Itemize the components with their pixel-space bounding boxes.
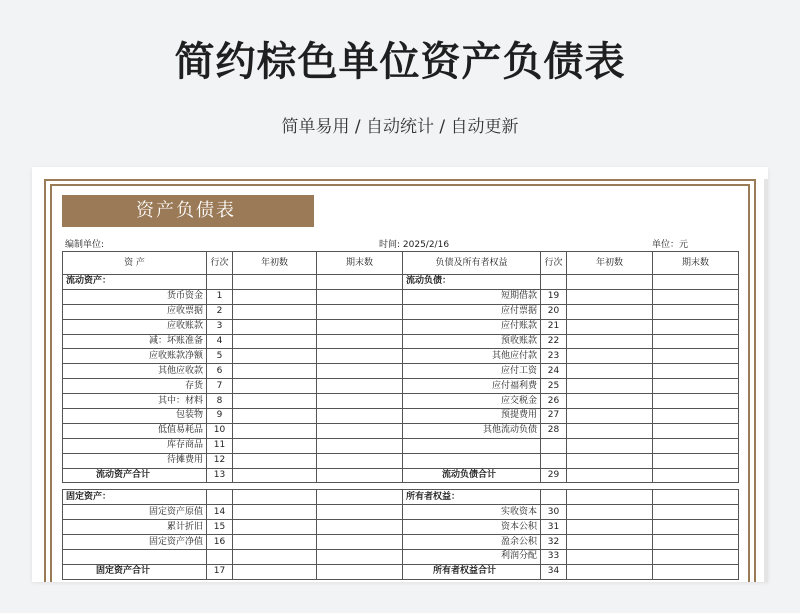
asset-item-cell[interactable]: 低值易耗品 (63, 423, 207, 438)
compiling-unit-label: 编制单位: (65, 240, 105, 250)
table-row (63, 468, 739, 483)
header-end-amount: 期末数 (317, 252, 403, 275)
liability-begin-amount-cell[interactable] (567, 289, 653, 304)
table-row (63, 520, 739, 535)
asset-end-amount-cell[interactable] (317, 505, 403, 520)
asset-line-no-cell[interactable]: 8 (207, 394, 233, 409)
asset-item-cell[interactable]: 存货 (63, 379, 207, 394)
asset-item-cell[interactable]: 累计折旧 (63, 520, 207, 535)
asset-begin-amount-cell[interactable] (233, 520, 317, 535)
asset-item-cell[interactable]: 待摊费用 (63, 453, 207, 468)
liability-begin-amount-cell[interactable] (567, 379, 653, 394)
liability-begin-amount-cell[interactable] (567, 505, 653, 520)
table-row (63, 349, 739, 364)
asset-begin-amount-cell[interactable] (233, 379, 317, 394)
liability-end-amount-cell[interactable] (653, 394, 739, 409)
asset-line-no-cell[interactable]: 3 (207, 319, 233, 334)
page-title: 简约棕色单位资产负债表 (174, 39, 626, 85)
gap-cell (233, 483, 317, 490)
header-line-no: 行次 (207, 252, 233, 275)
asset-item-cell[interactable]: 固定资产： (63, 490, 207, 505)
asset-item-cell[interactable]: 包装物 (63, 409, 207, 424)
asset-begin-amount-cell[interactable] (233, 409, 317, 424)
liability-begin-amount-cell[interactable] (567, 304, 653, 319)
table-row (63, 490, 739, 505)
asset-line-no-cell[interactable]: 14 (207, 505, 233, 520)
asset-end-amount-cell[interactable] (317, 394, 403, 409)
liability-begin-amount-cell[interactable] (567, 334, 653, 349)
liability-item-cell[interactable]: 实收资本 (403, 505, 541, 520)
asset-item-cell[interactable]: 其中：材料 (63, 394, 207, 409)
liability-begin-amount-cell[interactable] (567, 490, 653, 505)
asset-line-no-cell[interactable] (207, 490, 233, 505)
liability-end-amount-cell[interactable] (653, 334, 739, 349)
liability-line-no-cell[interactable]: 29 (541, 468, 567, 483)
liability-line-no-cell[interactable]: 21 (541, 319, 567, 334)
asset-item-cell[interactable]: 货币资金 (63, 289, 207, 304)
liability-end-amount-cell[interactable] (653, 349, 739, 364)
asset-line-no-cell[interactable]: 9 (207, 409, 233, 424)
liability-end-amount-cell[interactable] (653, 438, 739, 453)
header-begin-amount: 年初数 (233, 252, 317, 275)
asset-line-no-cell[interactable]: 4 (207, 334, 233, 349)
asset-line-no-cell[interactable] (207, 275, 233, 290)
currency-unit-label: 单位：元 (652, 240, 689, 250)
asset-end-amount-cell[interactable] (317, 520, 403, 535)
asset-end-amount-cell[interactable] (317, 564, 403, 579)
asset-item-cell[interactable]: 库存商品 (63, 438, 207, 453)
asset-end-amount-cell[interactable] (317, 289, 403, 304)
liability-end-amount-cell[interactable] (653, 520, 739, 535)
scrollbar[interactable] (764, 179, 768, 582)
asset-begin-amount-cell[interactable] (233, 468, 317, 483)
liability-line-no-cell[interactable]: 28 (541, 423, 567, 438)
asset-end-amount-cell[interactable] (317, 550, 403, 565)
liability-end-amount-cell[interactable] (653, 468, 739, 483)
liability-item-cell[interactable]: 所有者权益： (403, 490, 541, 505)
spreadsheet-preview (32, 167, 768, 582)
liability-begin-amount-cell[interactable] (567, 364, 653, 379)
liability-line-no-cell[interactable]: 33 (541, 550, 567, 565)
asset-line-no-cell[interactable]: 15 (207, 520, 233, 535)
section-gap-row (63, 483, 739, 490)
asset-line-no-cell[interactable]: 17 (207, 564, 233, 579)
liability-item-cell[interactable]: 其他应付款 (403, 349, 541, 364)
table-row (63, 550, 739, 565)
liability-item-cell[interactable]: 应付账款 (403, 319, 541, 334)
table-row (63, 505, 739, 520)
asset-end-amount-cell[interactable] (317, 275, 403, 290)
liability-end-amount-cell[interactable] (653, 304, 739, 319)
asset-item-cell[interactable] (63, 550, 207, 565)
asset-item-cell[interactable]: 应收账款净额 (63, 349, 207, 364)
asset-end-amount-cell[interactable] (317, 535, 403, 550)
asset-end-amount-cell[interactable] (317, 468, 403, 483)
liability-end-amount-cell[interactable] (653, 275, 739, 290)
asset-line-no-cell[interactable] (207, 550, 233, 565)
liability-begin-amount-cell[interactable] (567, 275, 653, 290)
table-row (63, 453, 739, 468)
liability-begin-amount-cell[interactable] (567, 535, 653, 550)
header-line-no-2: 行次 (541, 252, 567, 275)
asset-end-amount-cell[interactable] (317, 438, 403, 453)
asset-end-amount-cell[interactable] (317, 319, 403, 334)
liability-item-cell[interactable]: 预收账款 (403, 334, 541, 349)
asset-line-no-cell[interactable]: 11 (207, 438, 233, 453)
asset-begin-amount-cell[interactable] (233, 550, 317, 565)
asset-begin-amount-cell[interactable] (233, 438, 317, 453)
liability-item-cell[interactable] (403, 438, 541, 453)
asset-begin-amount-cell[interactable] (233, 349, 317, 364)
liability-end-amount-cell[interactable] (653, 535, 739, 550)
liability-item-cell[interactable]: 盈余公积 (403, 535, 541, 550)
time-label: 时间: 2025/2/16 (379, 240, 450, 250)
asset-line-no-cell[interactable]: 16 (207, 535, 233, 550)
table-row (63, 564, 739, 579)
header-assets: 资 产 (63, 252, 207, 275)
liability-item-cell[interactable]: 流动负债合计 (403, 468, 541, 483)
asset-begin-amount-cell[interactable] (233, 304, 317, 319)
asset-begin-amount-cell[interactable] (233, 289, 317, 304)
header-end-amount-2: 期末数 (653, 252, 739, 275)
liability-line-no-cell[interactable]: 27 (541, 409, 567, 424)
liability-end-amount-cell[interactable] (653, 490, 739, 505)
liability-begin-amount-cell[interactable] (567, 319, 653, 334)
liability-line-no-cell[interactable]: 24 (541, 364, 567, 379)
liability-end-amount-cell[interactable] (653, 453, 739, 468)
liability-line-no-cell[interactable] (541, 438, 567, 453)
asset-begin-amount-cell[interactable] (233, 453, 317, 468)
gap-cell (653, 483, 739, 490)
liability-line-no-cell[interactable]: 25 (541, 379, 567, 394)
liability-item-cell[interactable]: 资本公积 (403, 520, 541, 535)
gap-cell (541, 483, 567, 490)
table-header-row (63, 252, 739, 275)
liability-line-no-cell[interactable]: 19 (541, 289, 567, 304)
asset-begin-amount-cell[interactable] (233, 394, 317, 409)
asset-end-amount-cell[interactable] (317, 409, 403, 424)
asset-line-no-cell[interactable]: 1 (207, 289, 233, 304)
gap-cell (403, 483, 541, 490)
liability-line-no-cell[interactable] (541, 275, 567, 290)
liability-item-cell[interactable]: 短期借款 (403, 289, 541, 304)
liability-begin-amount-cell[interactable] (567, 438, 653, 453)
liability-end-amount-cell[interactable] (653, 423, 739, 438)
table-row (63, 438, 739, 453)
liability-end-amount-cell[interactable] (653, 364, 739, 379)
table-row (63, 535, 739, 550)
liability-begin-amount-cell[interactable] (567, 349, 653, 364)
asset-item-cell[interactable]: 减：坏账准备 (63, 334, 207, 349)
asset-item-cell[interactable]: 固定资产净值 (63, 535, 207, 550)
liability-line-no-cell[interactable]: 20 (541, 304, 567, 319)
liability-end-amount-cell[interactable] (653, 379, 739, 394)
liability-end-amount-cell[interactable] (653, 564, 739, 579)
liability-line-no-cell[interactable]: 32 (541, 535, 567, 550)
table-row (63, 275, 739, 290)
asset-line-no-cell[interactable]: 13 (207, 468, 233, 483)
liability-line-no-cell[interactable]: 22 (541, 334, 567, 349)
table-row (63, 423, 739, 438)
table-row (63, 394, 739, 409)
table-row (63, 334, 739, 349)
liability-begin-amount-cell[interactable] (567, 423, 653, 438)
asset-item-cell[interactable]: 流动资产合计 (63, 468, 207, 483)
liability-begin-amount-cell[interactable] (567, 394, 653, 409)
asset-line-no-cell[interactable]: 2 (207, 304, 233, 319)
table-row (63, 379, 739, 394)
liability-item-cell[interactable]: 应交税金 (403, 394, 541, 409)
table-row (63, 289, 739, 304)
asset-line-no-cell[interactable]: 5 (207, 349, 233, 364)
asset-item-cell[interactable]: 流动资产： (63, 275, 207, 290)
gap-cell (317, 483, 403, 490)
liability-end-amount-cell[interactable] (653, 409, 739, 424)
liability-line-no-cell[interactable]: 23 (541, 349, 567, 364)
liability-begin-amount-cell[interactable] (567, 520, 653, 535)
liability-item-cell[interactable]: 应付工资 (403, 364, 541, 379)
asset-item-cell[interactable]: 固定资产原值 (63, 505, 207, 520)
liability-end-amount-cell[interactable] (653, 505, 739, 520)
liability-item-cell[interactable]: 预提费用 (403, 409, 541, 424)
asset-item-cell[interactable]: 应收账款 (63, 319, 207, 334)
liability-end-amount-cell[interactable] (653, 319, 739, 334)
header-liabilities: 负债及所有者权益 (403, 252, 541, 275)
liability-line-no-cell[interactable] (541, 453, 567, 468)
page-subtitle: 简单易用 / 自动统计 / 自动更新 (281, 117, 519, 137)
asset-end-amount-cell[interactable] (317, 349, 403, 364)
liability-item-cell[interactable]: 所有者权益合计 (403, 564, 541, 579)
asset-begin-amount-cell[interactable] (233, 535, 317, 550)
header-begin-amount-2: 年初数 (567, 252, 653, 275)
asset-begin-amount-cell[interactable] (233, 334, 317, 349)
table-row (63, 319, 739, 334)
liability-item-cell[interactable]: 利润分配 (403, 550, 541, 565)
sheet-banner: 资产负债表 (62, 195, 314, 227)
asset-end-amount-cell[interactable] (317, 304, 403, 319)
asset-item-cell[interactable]: 固定资产合计 (63, 564, 207, 579)
gap-cell (567, 483, 653, 490)
liability-begin-amount-cell[interactable] (567, 550, 653, 565)
asset-end-amount-cell[interactable] (317, 334, 403, 349)
asset-begin-amount-cell[interactable] (233, 564, 317, 579)
liability-end-amount-cell[interactable] (653, 289, 739, 304)
liability-item-cell[interactable] (403, 453, 541, 468)
liability-line-no-cell[interactable] (541, 490, 567, 505)
asset-begin-amount-cell[interactable] (233, 423, 317, 438)
asset-begin-amount-cell[interactable] (233, 490, 317, 505)
liability-end-amount-cell[interactable] (653, 550, 739, 565)
asset-begin-amount-cell[interactable] (233, 505, 317, 520)
liability-line-no-cell[interactable]: 31 (541, 520, 567, 535)
liability-line-no-cell[interactable]: 34 (541, 564, 567, 579)
balance-sheet-table (62, 251, 739, 580)
asset-line-no-cell[interactable]: 7 (207, 379, 233, 394)
asset-end-amount-cell[interactable] (317, 364, 403, 379)
asset-begin-amount-cell[interactable] (233, 364, 317, 379)
asset-begin-amount-cell[interactable] (233, 275, 317, 290)
liability-begin-amount-cell[interactable] (567, 468, 653, 483)
liability-begin-amount-cell[interactable] (567, 564, 653, 579)
asset-item-cell[interactable]: 应收票据 (63, 304, 207, 319)
liability-item-cell[interactable]: 应付福利费 (403, 379, 541, 394)
asset-line-no-cell[interactable]: 6 (207, 364, 233, 379)
liability-begin-amount-cell[interactable] (567, 409, 653, 424)
asset-end-amount-cell[interactable] (317, 490, 403, 505)
asset-line-no-cell[interactable]: 12 (207, 453, 233, 468)
gap-cell (207, 483, 233, 490)
liability-line-no-cell[interactable]: 30 (541, 505, 567, 520)
gap-cell (63, 483, 207, 490)
asset-item-cell[interactable]: 其他应收款 (63, 364, 207, 379)
table-row (63, 364, 739, 379)
liability-begin-amount-cell[interactable] (567, 453, 653, 468)
table-row (63, 304, 739, 319)
table-row (63, 409, 739, 424)
liability-line-no-cell[interactable]: 26 (541, 394, 567, 409)
asset-end-amount-cell[interactable] (317, 453, 403, 468)
asset-begin-amount-cell[interactable] (233, 319, 317, 334)
asset-end-amount-cell[interactable] (317, 423, 403, 438)
asset-end-amount-cell[interactable] (317, 379, 403, 394)
liability-item-cell[interactable]: 流动负债： (403, 275, 541, 290)
asset-line-no-cell[interactable]: 10 (207, 423, 233, 438)
liability-item-cell[interactable]: 应付票据 (403, 304, 541, 319)
liability-item-cell[interactable]: 其他流动负债 (403, 423, 541, 438)
